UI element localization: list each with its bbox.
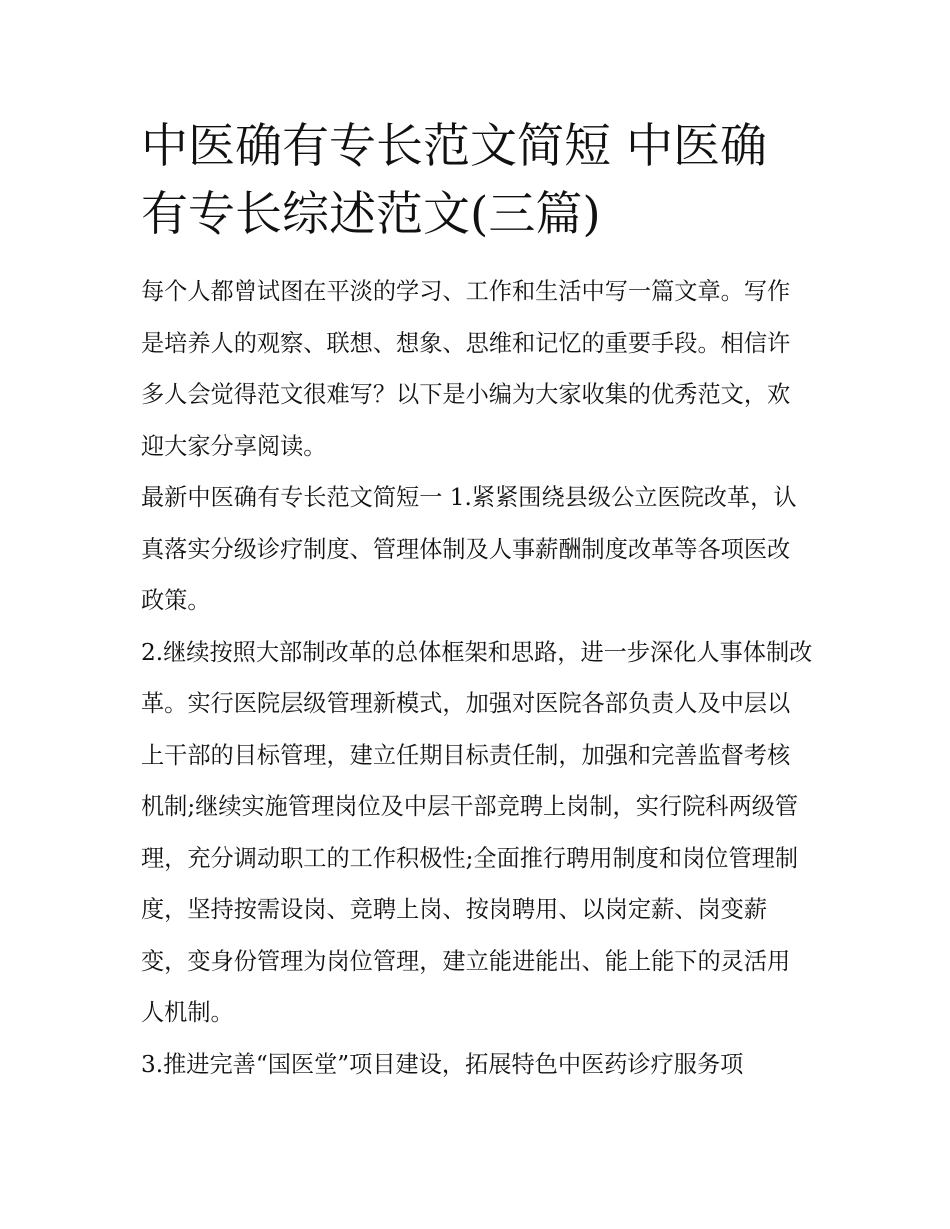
intro-paragraph: 每个人都曾试图在平淡的学习、工作和生活中写一篇文章。写作是培养人的观察、联想、想象、思维和记忆的重要手段。相信许多人会觉得范文很难写？以下是小编为大家收集的优秀范文，欢迎大家分享阅读。 (141, 278, 791, 460)
body-paragraph-2: 2.继续按照大部制改革的总体框架和思路，进一步深化人事体制改革。实行医院层级管理新模式，加强对医院各部负责人及中层以上干部的目标管理，建立任期目标责任制，加强和完善监督考核机制;继续实施管理岗位及中层干部竞聘上岗制，实行院科两级管理，充分调动职工的工作积极性;全面推行聘用制度和岗位管理制度，坚持按需设岗、竞聘上岗、按岗聘用、以岗定薪、岗变薪变，变身份管理为岗位管理，建立能进能出、能上能下的灵活用人机制。 (141, 638, 813, 1026)
body-paragraph-1: 最新中医确有专长范文简短一 1.紧紧围绕县级公立医院改革，认真落实分级诊疗制度、管理体制及人事薪酬制度改革等各项医改政策。 (141, 484, 797, 614)
body-paragraph-3: 3.推进完善“国医堂”项目建设，拓展特色中医药诊疗服务项 (141, 1050, 744, 1078)
document-body (141, 113, 813, 1090)
document-title: 中医确有专长范文简短 中医确有专长综述范文(三篇) (141, 119, 767, 242)
